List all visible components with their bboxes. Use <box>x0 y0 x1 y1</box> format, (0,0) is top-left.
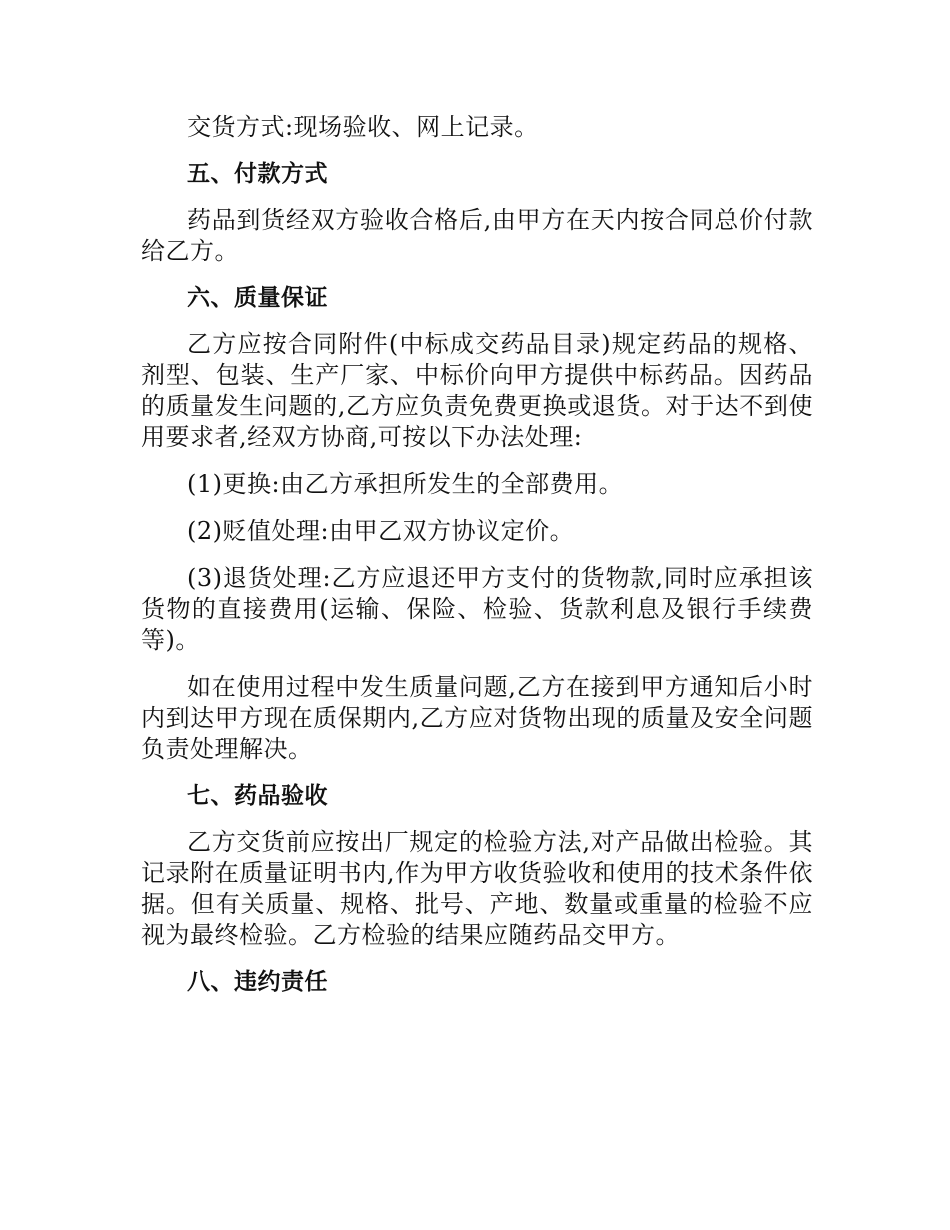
list-item-return: (3)退货处理:乙方应退还甲方支付的货物款,同时应承担该货物的直接费用(运输、保险、检验、货款利息及银行手续费等)。 <box>141 564 813 654</box>
payment-paragraph: 药品到货经双方验收合格后,由甲方在天内按合同总价付款给乙方。 <box>141 206 813 265</box>
quality-issue-paragraph: 如在使用过程中发生质量问题,乙方在接到甲方通知后小时内到达甲方现在质保期内,乙方应对货物出现的质量及安全问题负责处理解决。 <box>141 673 813 763</box>
section-heading-quality-guarantee: 六、质量保证 <box>187 285 328 311</box>
list-item-replacement: (1)更换:由乙方承担所发生的全部费用。 <box>187 470 624 498</box>
delivery-method-paragraph: 交货方式:现场验收、网上记录。 <box>187 113 539 141</box>
section-heading-liability: 八、违约责任 <box>187 969 328 995</box>
acceptance-paragraph: 乙方交货前应按出厂规定的检验方法,对产品做出检验。其记录附在质量证明书内,作为甲方收货验收和使用的技术条件依据。但有关质量、规格、批号、产地、数量或重量的检验不应视为最终检验。乙方检验的结果应随药品交甲方。 <box>141 828 813 949</box>
quality-guarantee-paragraph: 乙方应按合同附件(中标成交药品目录)规定药品的规格、剂型、包装、生产厂家、中标价向甲方提供中标药品。因药品的质量发生问题的,乙方应负责免费更换或退货。对于达不到使用要求者,经双方协商,可按以下办法处理: <box>141 330 813 451</box>
section-heading-payment: 五、付款方式 <box>187 161 328 187</box>
list-item-depreciation: (2)贬值处理:由甲乙双方协议定价。 <box>187 517 575 545</box>
section-heading-acceptance: 七、药品验收 <box>187 783 328 809</box>
document-body <box>141 112 813 1013</box>
